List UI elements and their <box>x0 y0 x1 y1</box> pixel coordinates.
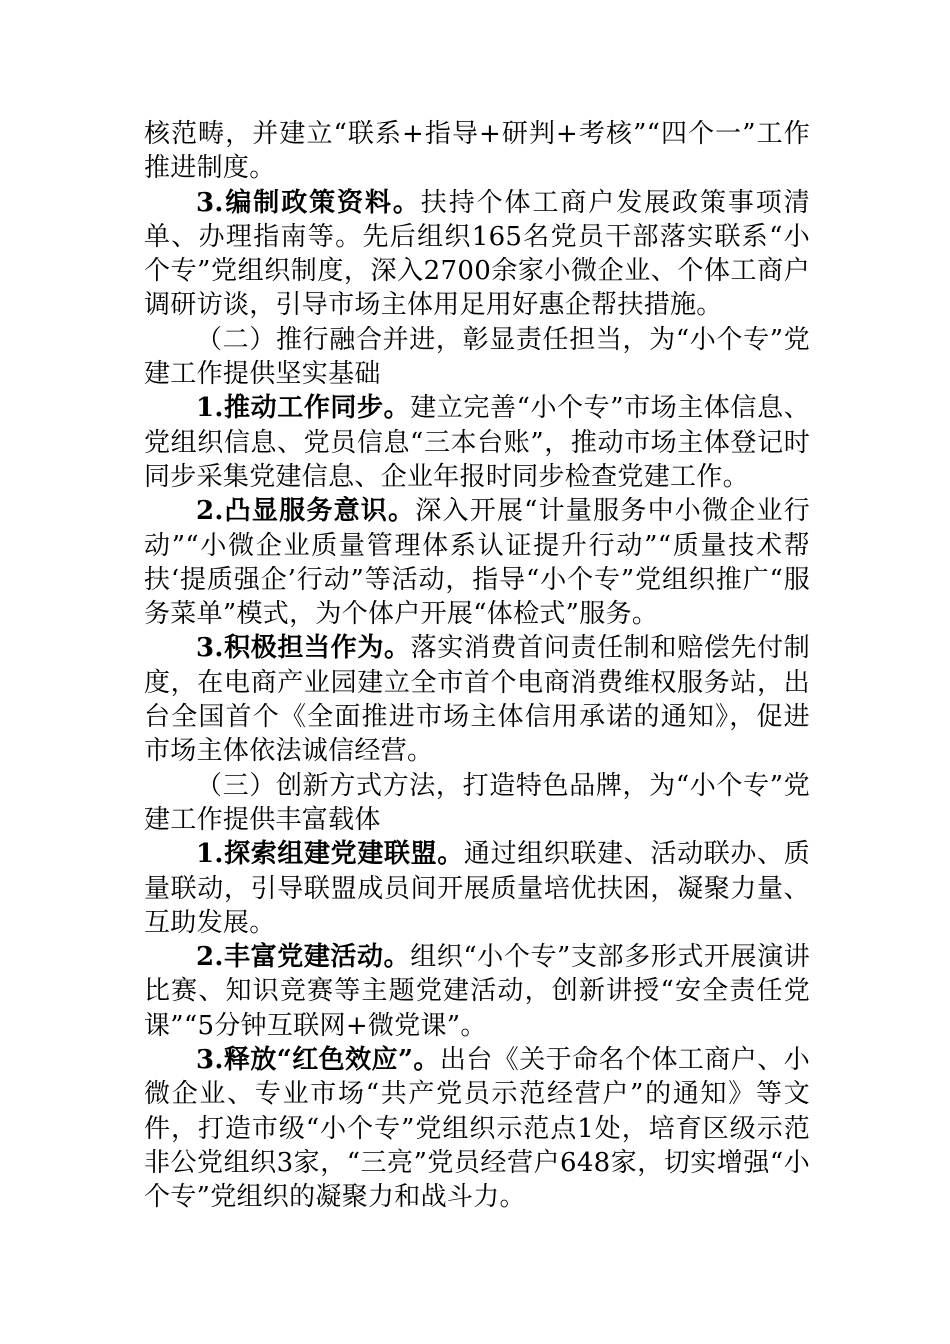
section-heading-text: （二）推行融合并进，彰显责任担当，为“小个专”党建工作提供坚实基础 <box>144 324 810 390</box>
section-heading-text: （三）创新方式方法，打造特色品牌，为“小个专”党建工作提供丰富载体 <box>144 770 810 835</box>
section-heading-3 <box>144 769 810 838</box>
paragraph-text: 组织“小个专”支部多形式开展演讲比赛、知识竞赛等主题党建活动，创新讲授“安全责任党课”“5分钟互联网+微党课”。 <box>144 942 810 1041</box>
paragraph-continuation <box>144 117 810 186</box>
paragraph-text: 通过组织联建、活动联办、质量联动，引导联盟成员间开展质量培优扶困，凝聚力量、互助发展。 <box>144 839 810 938</box>
paragraph-text: 建立完善“小个专”市场主体信息、党组织信息、党员信息“三本台账”，推动市场主体登记时同步采集党建信息、企业年报时同步检查党建工作。 <box>144 393 810 492</box>
paragraph-service-awareness <box>144 494 810 631</box>
paragraph-lead: 3.释放“红色效应”。 <box>196 1045 440 1076</box>
paragraph-text: 深入开展“计量服务中小微企业行动”“小微企业质量管理体系认证提升行动”“质量技术帮扶‘提质强企’行动”等活动，指导“小个专”党组织推广“服务菜单”模式，为个体户开展“体检式”服务。 <box>144 496 810 630</box>
paragraph-policy-materials <box>144 186 810 323</box>
paragraph-lead: 2.丰富党建活动。 <box>196 942 411 973</box>
paragraph-text: 扶持个体工商户发展政策事项清单、办理指南等。先后组织165名党员干部落实联系“小个专”党组织制度，深入2700余家小微企业、个体工商户调研访谈，引导市场主体用足用好惠企帮扶措施。 <box>144 187 811 321</box>
paragraph-text: 落实消费首问责任制和赔偿先付制度，在电商产业园建立全市首个电商消费维权服务站，出台全国首个《全面推进市场主体信用承诺的通知》，促进市场主体依法诚信经营。 <box>144 633 810 767</box>
paragraph-party-alliance <box>144 837 810 940</box>
paragraph-lead: 1.探索组建党建联盟。 <box>196 839 464 870</box>
paragraph-lead: 2.凸显服务意识。 <box>196 496 416 527</box>
paragraph-party-activities <box>144 940 810 1043</box>
paragraph-lead: 1.推动工作同步。 <box>196 393 411 424</box>
paragraph-text: 核范畴，并建立“联系+指导+研判+考核”“四个一”工作推进制度。 <box>144 119 810 184</box>
document-body <box>144 117 810 1215</box>
paragraph-text: 出台《关于命名个体工商户、小微企业、专业市场“共产党员示范经营户”的通知》等文件，打造市级“小个专”党组织示范点1处，培育区级示范非公党组织3家，“三亮”党员经营户648家，切实增强“小个专”党组织的凝聚力和战斗力。 <box>144 1045 811 1213</box>
paragraph-lead: 3.编制政策资料。 <box>196 187 421 218</box>
section-heading-2 <box>144 323 810 392</box>
paragraph-responsibility <box>144 631 810 768</box>
paragraph-red-effect <box>144 1043 810 1214</box>
paragraph-lead: 3.积极担当作为。 <box>196 633 411 664</box>
paragraph-work-sync <box>144 391 810 494</box>
